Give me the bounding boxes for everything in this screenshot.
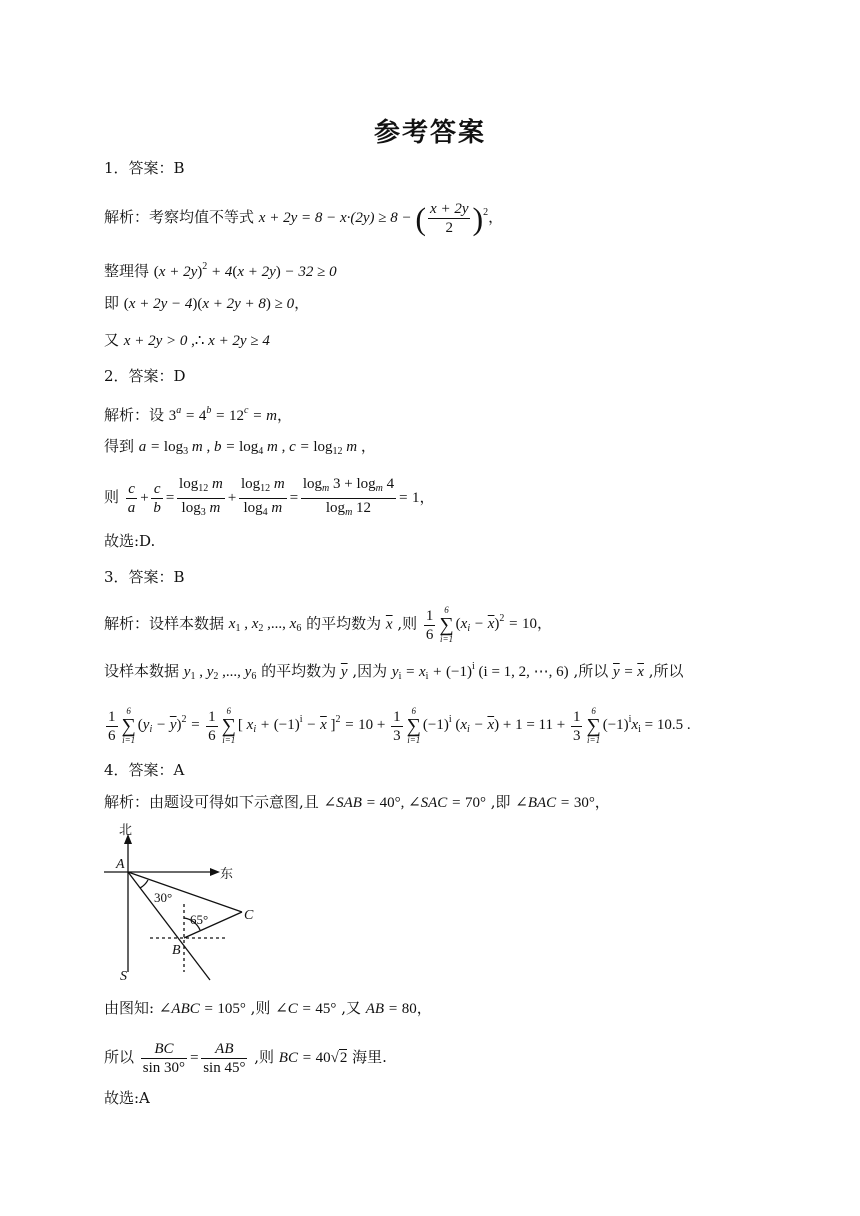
q3-mean-label: 的平均数为: [306, 614, 382, 633]
q3-mean-label-2: 的平均数为: [261, 662, 337, 680]
q1-ji-label: 即: [104, 294, 120, 312]
point-a-label: A: [116, 857, 125, 872]
q3-mean-eq: $\overline{y} = \overline{x}$: [613, 664, 644, 680]
q4-sine-law: $\frac{BC}{\sin 30^\circ}$ = $\frac{AB}{\sin 45^\circ}$: [142, 1041, 246, 1076]
q1-simplify-line: [104, 256, 337, 283]
angle-arc-30: [140, 880, 148, 888]
q4-analysis-line: [104, 791, 610, 814]
q3-answer: 3．答案：B: [104, 568, 185, 586]
south-label: S: [120, 969, 127, 984]
q4-fig-line: [104, 997, 432, 1020]
q1-answer: 1．答案：B: [104, 159, 185, 177]
angle-30-label: 30°: [154, 890, 173, 905]
q1-analysis-line: [104, 200, 503, 237]
q4-choose: 故选:A: [104, 1089, 150, 1107]
q1-analysis-label: 解析：考察均值不等式: [104, 207, 255, 226]
north-label: 北: [119, 823, 133, 838]
q2-formula: $3^a = 4^b = 12^c = m$，: [168, 405, 292, 424]
q4-angles: ∠SAB = 40°, ∠SAC = 70°: [323, 795, 486, 811]
q2-got-formula: $a = \log_3 m$ , $b = \log_4 m$ , $c = \log_{12} m$ ，: [138, 439, 376, 457]
q4-abc: ∠ABC = 105°: [158, 1001, 246, 1017]
q3-x-data: $x_1$ , $x_2$ ,..., $x_6$: [228, 616, 302, 635]
q1-simplify-formula: $(x + 2y)^2 + 4(x + 2y) - 32 \ge 0$: [153, 261, 337, 280]
q3-because-label: ,因为: [352, 662, 388, 680]
q4-ji-label: ,即: [490, 793, 511, 811]
q1-you-label: 又: [104, 331, 120, 349]
q2-analysis-line: [104, 400, 292, 427]
east-label: 东: [220, 867, 234, 882]
q2-analysis-label: 解析：设: [104, 406, 165, 424]
q4-fig-label: 由图知:: [104, 999, 155, 1017]
q2-choose: 故选:D.: [104, 532, 156, 550]
q1-you-formula: x + 2y > 0 ,∴ x + 2y ≥ 4: [123, 333, 270, 349]
q4-then-label: ,则: [250, 999, 271, 1017]
q3-calc-line: [104, 707, 691, 745]
q4-so-label: 所以: [104, 1047, 135, 1066]
q1-you-line: [104, 329, 270, 352]
q4-ab: AB = 80，: [365, 1001, 432, 1017]
q3-y-line: [104, 656, 684, 688]
q4-so-line: [104, 1040, 387, 1077]
q1-simplify-label: 整理得: [104, 262, 150, 280]
q4-analysis-label: 解析：由题设可得如下示意图,且: [104, 793, 319, 811]
angle-65-label: 65°: [190, 912, 209, 927]
q4-answer: 4．答案：A: [104, 761, 185, 779]
q3-analysis-label: 解析：设样本数据: [104, 614, 225, 633]
q3-so-label-2: ,所以: [648, 662, 684, 680]
q2-then-line: [104, 475, 435, 522]
q3-relation: $y_i = x_i + (-1)^i$ (i = 1, 2, ⋯, 6): [391, 661, 569, 682]
q4-unit: 海里.: [352, 1047, 387, 1066]
q2-answer: 2．答案：D: [104, 367, 186, 385]
q1-ji-formula: (x + 2y − 4)(x + 2y + 8) ≥ 0，: [123, 296, 310, 312]
page-title: 参考答案: [373, 118, 486, 148]
q3-analysis-line: [104, 606, 552, 644]
point-c-label: C: [244, 908, 254, 923]
q4-then-label-2: ,则: [254, 1047, 275, 1066]
point-b-label: B: [172, 943, 181, 958]
q4-angle-c: ∠C = 45°: [275, 1001, 337, 1017]
q1-ji-line: [104, 292, 309, 315]
q3-so-label: ,所以: [573, 662, 609, 680]
q3-xbar: $\overline{x}$: [385, 616, 393, 633]
q4-and-label: ,又: [341, 999, 361, 1017]
q1-formula: x + 2y = 8 − x·(2y) ≥ 8 − ( $\frac{x + 2y}{2}$ )$^2$，: [258, 200, 504, 237]
q4-diagram: [100, 818, 260, 988]
q4-bac: ∠BAC = 30°，: [515, 795, 610, 811]
q2-got-line: [104, 435, 376, 463]
q3-variance-formula: $\frac{1}{6}$ 6 ∑ $i=1(x_i - \overline{x})^2 = 10$，: [425, 605, 553, 644]
q2-then-label: 则: [104, 487, 120, 506]
q3-ybar: $\overline{y}$: [340, 664, 348, 680]
q3-calc-formula: $\frac{1}{6}$ 6 ∑ $i=1(y_i - \overline{y})^2$ = $\frac{1}{6}$ 6 ∑ i=1[ $x_i + (-1)^i - \overline{x}$ ]$^2$ = 10 + $\frac{1}{3}$ 6 ∑ $i=1(-1)^i$ $(x_i - \overline{x}) + 1 = 11$ + $\frac{1}{3}$ 6 ∑ $i=1(-1)^ix_i = 10.5$ .: [108, 706, 691, 745]
q3-then-label: ,则: [397, 614, 418, 633]
q2-got-label: 得到: [104, 437, 135, 455]
q4-bc-result: BC = 40√2: [278, 1049, 348, 1066]
q2-then-formula: $\frac{c}{a}$ + $\frac{c}{b}$ = $\frac{\log_{12} m}{\log_3 m}$ + $\frac{\log_{12} m}{\log_4 m}$ = $\frac{\log_m 3 + \log_m 4}{\log_m 12}$ = 1，: [127, 476, 435, 518]
east-arrow-icon: [210, 868, 220, 876]
q3-set-y-label: 设样本数据: [104, 662, 180, 680]
q3-y-data: $y_1$ , $y_2$ ,..., $y_6$: [183, 664, 257, 682]
